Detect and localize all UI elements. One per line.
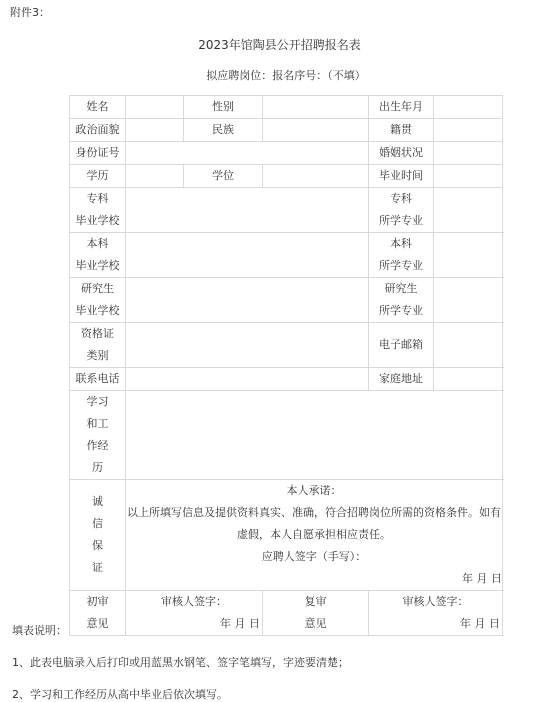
attachment-label: 附件3： <box>10 6 50 19</box>
label-zhuanke-school: 专科 毕业学校 <box>70 188 126 233</box>
form-subtitle: 拟应聘岗位：报名序号：（不填） <box>206 69 366 82</box>
second-review-date: 年 月 日 <box>460 617 500 630</box>
pledge-area[interactable] <box>126 480 503 591</box>
native-field[interactable] <box>434 119 503 142</box>
first-review-field[interactable] <box>126 591 263 636</box>
phone-field[interactable] <box>126 368 369 391</box>
notes-title: 填表说明： <box>12 624 67 637</box>
label-benke-major: 本科 所学专业 <box>369 233 434 278</box>
label-second-review: 复审 意见 <box>263 591 369 636</box>
pledge-sign: 应聘人签字（手写）： <box>261 550 367 563</box>
label-phone: 联系电话 <box>70 368 126 391</box>
grad-time-field[interactable] <box>434 165 503 188</box>
registration-form-table <box>69 95 503 636</box>
zhuanke-school-field[interactable] <box>126 188 369 233</box>
label-grad-time: 毕业时间 <box>369 165 434 188</box>
qualification-field[interactable] <box>126 323 369 368</box>
benke-school-field[interactable] <box>126 233 369 278</box>
marital-field[interactable] <box>434 142 503 165</box>
gender-field[interactable] <box>263 96 369 119</box>
graduate-major-field[interactable] <box>434 278 503 323</box>
note-item: 1、此表电脑录入后打印或用蓝黑水钢笔、签字笔填写，字迹要清楚； <box>12 656 349 669</box>
label-zhuanke-major: 专科 所学专业 <box>369 188 434 233</box>
label-gender: 性别 <box>184 96 263 119</box>
ethnicity-field[interactable] <box>263 119 369 142</box>
label-benke-school: 本科 毕业学校 <box>70 233 126 278</box>
label-marital: 婚姻状况 <box>369 142 434 165</box>
label-degree: 学位 <box>184 165 263 188</box>
form-title: 2023年馆陶县公开招聘报名表 <box>198 38 361 52</box>
pledge-heading: 本人承诺： <box>286 484 342 497</box>
pledge-line-2: 虚假，本人自愿承担相应责任。 <box>237 528 391 541</box>
zhuanke-major-field[interactable] <box>434 188 503 233</box>
label-education: 学历 <box>70 165 126 188</box>
label-politics: 政治面貌 <box>70 119 126 142</box>
label-honesty: 诚 信 保 证 <box>70 480 126 591</box>
address-field[interactable] <box>434 368 503 391</box>
label-address: 家庭地址 <box>369 368 434 391</box>
history-field[interactable] <box>126 391 503 480</box>
education-field[interactable] <box>126 165 184 188</box>
name-field[interactable] <box>126 96 184 119</box>
first-reviewer-sign: 审核人签字： <box>161 595 227 608</box>
graduate-school-field[interactable] <box>126 278 369 323</box>
note-item: 2、学习和工作经历从高中毕业后依次填写。 <box>12 688 228 701</box>
label-graduate-school: 研究生 毕业学校 <box>70 278 126 323</box>
idcard-field[interactable] <box>126 142 369 165</box>
label-idcard: 身份证号 <box>70 142 126 165</box>
label-history: 学习 和工 作经 历 <box>70 391 126 480</box>
second-review-field[interactable] <box>369 591 503 636</box>
degree-field[interactable] <box>263 165 369 188</box>
label-qualification: 资格证 类别 <box>70 323 126 368</box>
pledge-date: 年 月 日 <box>462 572 502 585</box>
second-reviewer-sign: 审核人签字： <box>402 595 469 608</box>
label-name: 姓名 <box>70 96 126 119</box>
label-graduate-major: 研究生 所学专业 <box>369 278 434 323</box>
email-field[interactable] <box>434 323 503 368</box>
pledge-line-1: 以上所填写信息及提供资料真实、准确，符合招聘岗位所需的资格条件。如有 <box>127 506 501 519</box>
benke-major-field[interactable] <box>434 233 503 278</box>
politics-field[interactable] <box>126 119 184 142</box>
label-email: 电子邮箱 <box>369 323 434 368</box>
label-native: 籍贯 <box>369 119 434 142</box>
label-birth: 出生年月 <box>369 96 434 119</box>
first-review-date: 年 月 日 <box>220 617 260 630</box>
label-first-review: 初审 意见 <box>70 591 126 636</box>
birth-field[interactable] <box>434 96 503 119</box>
label-ethnicity: 民族 <box>184 119 263 142</box>
